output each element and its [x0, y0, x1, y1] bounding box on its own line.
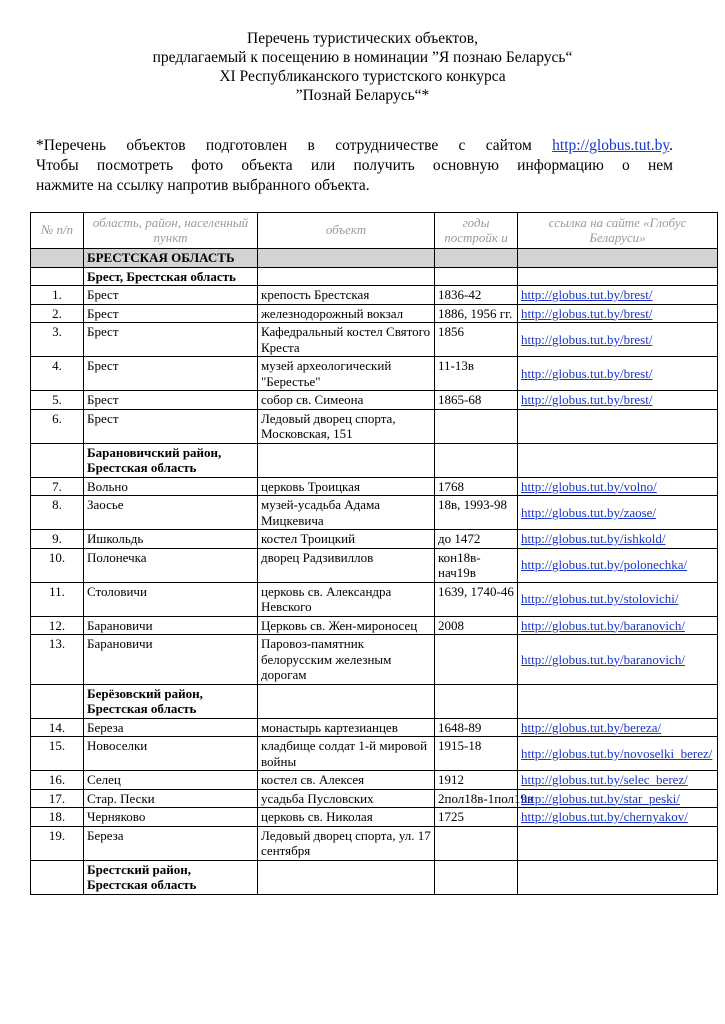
title-line-2: предлагаемый к посещению в номинации ”Я познаю Беларусь“ — [152, 49, 573, 66]
row-object: усадьба Пусловских — [258, 789, 435, 808]
row-place: Ишкольдь — [84, 530, 258, 549]
row-years: 1725 — [435, 808, 518, 827]
row-link-cell — [518, 304, 718, 323]
row-years: 1836-42 — [435, 286, 518, 305]
row-link-cell — [518, 286, 718, 305]
region-row — [31, 249, 718, 268]
table-row — [31, 323, 718, 357]
globus-site-link[interactable]: http://globus.tut.by — [552, 137, 670, 154]
globus-object-link[interactable]: http://globus.tut.by/stolovichi/ — [521, 591, 679, 607]
section-name: Брест, Брестская область — [84, 267, 258, 286]
table-row — [31, 477, 718, 496]
row-object — [258, 684, 435, 718]
row-place: Стар. Пески — [84, 789, 258, 808]
row-num: 2. — [31, 304, 84, 323]
title-line-4: ”Познай Беларусь“* — [295, 87, 430, 104]
globus-object-link[interactable]: http://globus.tut.by/brest/ — [521, 305, 653, 321]
title-line-1: Перечень туристических объектов, — [247, 30, 478, 47]
row-years: 1912 — [435, 771, 518, 790]
globus-object-link[interactable]: http://globus.tut.by/baranovich/ — [521, 617, 685, 633]
row-place: Береза — [84, 826, 258, 860]
row-place: Вольно — [84, 477, 258, 496]
row-object: Церковь св. Жен-мироносец — [258, 616, 435, 635]
intro-line-2: Чтобы посмотреть фото объекта или получить основную информацию о нем — [36, 157, 673, 174]
row-years: кон18в-нач19в — [435, 548, 518, 582]
row-object: монастырь картезианцев — [258, 718, 435, 737]
globus-object-link[interactable]: http://globus.tut.by/star_peski/ — [521, 790, 680, 806]
table-row — [31, 635, 718, 685]
row-link-cell — [518, 391, 718, 410]
header-link: ссылка на сайте «Глобус Беларуси» — [518, 213, 718, 249]
objects-table — [30, 212, 718, 895]
table-row — [31, 304, 718, 323]
globus-object-link[interactable]: http://globus.tut.by/volno/ — [521, 478, 657, 494]
region-name: БРЕСТСКАЯ ОБЛАСТЬ — [84, 249, 258, 268]
row-place: Новоселки — [84, 737, 258, 771]
row-years: 2008 — [435, 616, 518, 635]
globus-object-link[interactable]: http://globus.tut.by/selec_berez/ — [521, 772, 688, 787]
row-link-cell — [518, 496, 718, 530]
row-years — [435, 684, 518, 718]
row-link-cell — [518, 771, 718, 790]
row-link — [518, 443, 718, 477]
row-place: Полонечка — [84, 548, 258, 582]
row-years — [435, 635, 518, 685]
row-num: 6. — [31, 409, 84, 443]
section-row — [31, 443, 718, 477]
row-num: 19. — [31, 826, 84, 860]
row-object: Ледовый дворец спорта, Московская, 151 — [258, 409, 435, 443]
row-link-cell — [518, 808, 718, 827]
row-object: музей археологический "Берестье" — [258, 357, 435, 391]
row-num — [31, 860, 84, 894]
table-row — [31, 616, 718, 635]
row-num: 15. — [31, 737, 84, 771]
table-row — [31, 808, 718, 827]
table-row — [31, 496, 718, 530]
row-object: крепость Брестская — [258, 286, 435, 305]
row-object — [258, 443, 435, 477]
row-object: кладбище солдат 1-й мировой войны — [258, 737, 435, 771]
section-row — [31, 684, 718, 718]
globus-object-link[interactable]: http://globus.tut.by/chernyakov/ — [521, 809, 688, 824]
row-place: Брест — [84, 357, 258, 391]
row-num — [31, 443, 84, 477]
row-link-cell — [518, 530, 718, 549]
row-years: 1915-18 — [435, 737, 518, 771]
section-name: Берёзовский район, Брестская область — [84, 684, 258, 718]
row-num: 4. — [31, 357, 84, 391]
title-line-3: XI Республиканского туристского конкурса — [219, 68, 506, 85]
row-object: музей-усадьба Адама Мицкевича — [258, 496, 435, 530]
row-num: 14. — [31, 718, 84, 737]
row-object: Паровоз-памятник белорусским железным дорогам — [258, 635, 435, 685]
row-num: 17. — [31, 789, 84, 808]
table-row — [31, 737, 718, 771]
row-place: Брест — [84, 304, 258, 323]
row-object: дворец Радзивиллов — [258, 548, 435, 582]
globus-object-link[interactable]: http://globus.tut.by/bereza/ — [521, 719, 662, 735]
section-name: Барановичский район, Брестская область — [84, 443, 258, 477]
row-link-cell — [518, 718, 718, 737]
row-link-cell — [518, 477, 718, 496]
row-num: 7. — [31, 477, 84, 496]
globus-object-link[interactable]: http://globus.tut.by/polonechka/ — [521, 557, 688, 573]
row-years: 11-13в — [435, 357, 518, 391]
row-link-cell — [518, 635, 718, 685]
row-link — [518, 684, 718, 718]
row-place: Брест — [84, 409, 258, 443]
table-header-row — [31, 213, 718, 249]
row-link — [518, 249, 718, 268]
header-years: годы постройк и — [435, 213, 518, 249]
row-num — [31, 267, 84, 286]
row-object: костел Троицкий — [258, 530, 435, 549]
table-row — [31, 789, 718, 808]
row-object: Ледовый дворец спорта, ул. 17 сентября — [258, 826, 435, 860]
row-years — [435, 826, 518, 860]
row-num: 18. — [31, 808, 84, 827]
row-place: Селец — [84, 771, 258, 790]
row-place: Столовичи — [84, 582, 258, 616]
row-num: 1. — [31, 286, 84, 305]
table-row — [31, 357, 718, 391]
table-row — [31, 286, 718, 305]
globus-object-link[interactable]: http://globus.tut.by/novoselki_berez/ — [521, 745, 713, 761]
row-num: 5. — [31, 391, 84, 410]
row-place: Брест — [84, 323, 258, 357]
intro-line-1 — [36, 136, 673, 156]
row-link-cell — [518, 357, 718, 391]
row-place: Барановичи — [84, 616, 258, 635]
row-years: 18в, 1993-98 — [435, 496, 518, 530]
row-years — [435, 409, 518, 443]
row-object: церковь Троицкая — [258, 477, 435, 496]
row-num: 9. — [31, 530, 84, 549]
row-object: церковь св. Александра Невского — [258, 582, 435, 616]
row-num: 13. — [31, 635, 84, 685]
row-place: Береза — [84, 718, 258, 737]
row-link-cell — [518, 409, 718, 443]
row-link-cell — [518, 548, 718, 582]
row-years: 1886, 1956 гг. — [435, 304, 518, 323]
globus-object-link[interactable]: http://globus.tut.by/baranovich/ — [521, 651, 685, 667]
globus-object-link[interactable]: http://globus.tut.by/brest/ — [521, 392, 653, 407]
section-row — [31, 860, 718, 894]
table-body — [31, 249, 718, 895]
section-row — [31, 267, 718, 286]
row-years — [435, 443, 518, 477]
row-link-cell — [518, 737, 718, 771]
table-row — [31, 582, 718, 616]
table-row — [31, 548, 718, 582]
row-link-cell — [518, 789, 718, 808]
row-years: до 1472 — [435, 530, 518, 549]
row-years: 1856 — [435, 323, 518, 357]
row-num: 3. — [31, 323, 84, 357]
row-place: Брест — [84, 286, 258, 305]
document-title — [0, 29, 725, 105]
row-link-cell — [518, 616, 718, 635]
row-place: Заосье — [84, 496, 258, 530]
intro-period: . — [669, 137, 673, 154]
globus-object-link[interactable]: http://globus.tut.by/zaose/ — [521, 504, 657, 520]
intro-note — [36, 136, 673, 196]
table-row — [31, 409, 718, 443]
row-place: Черняково — [84, 808, 258, 827]
row-num: 11. — [31, 582, 84, 616]
globus-object-link[interactable]: http://globus.tut.by/brest/ — [521, 365, 653, 381]
row-link — [518, 267, 718, 286]
intro-text: *Перечень объектов подготовлен в сотрудничестве с сайтом — [36, 137, 532, 154]
globus-object-link[interactable]: http://globus.tut.by/brest/ — [521, 331, 653, 347]
row-object: костел св. Алексея — [258, 771, 435, 790]
header-num: № п/п — [31, 213, 84, 249]
header-object: объект — [258, 213, 435, 249]
header-region: область, район, населенный пункт — [84, 213, 258, 249]
row-years: 1648-89 — [435, 718, 518, 737]
row-object: железнодорожный вокзал — [258, 304, 435, 323]
row-object — [258, 249, 435, 268]
row-years — [435, 860, 518, 894]
row-place: Барановичи — [84, 635, 258, 685]
row-num: 16. — [31, 771, 84, 790]
row-object: церковь св. Николая — [258, 808, 435, 827]
row-years — [435, 267, 518, 286]
row-years: 1639, 1740-46 — [435, 582, 518, 616]
row-link — [518, 860, 718, 894]
row-object — [258, 267, 435, 286]
row-years: 1865-68 — [435, 391, 518, 410]
row-link-cell — [518, 582, 718, 616]
row-num: 10. — [31, 548, 84, 582]
row-link-cell — [518, 826, 718, 860]
globus-object-link[interactable]: http://globus.tut.by/brest/ — [521, 287, 653, 302]
row-num: 8. — [31, 496, 84, 530]
table-row — [31, 771, 718, 790]
globus-object-link[interactable]: http://globus.tut.by/ishkold/ — [521, 531, 666, 546]
row-object: Кафедральный костел Святого Креста — [258, 323, 435, 357]
table-row — [31, 391, 718, 410]
row-object — [258, 860, 435, 894]
row-num: 12. — [31, 616, 84, 635]
table-row — [31, 530, 718, 549]
row-years: 1768 — [435, 477, 518, 496]
row-place: Брест — [84, 391, 258, 410]
intro-line-3: нажмите на ссылку напротив выбранного объекта. — [36, 177, 370, 194]
table-row — [31, 718, 718, 737]
row-num — [31, 249, 84, 268]
row-object: собор св. Симеона — [258, 391, 435, 410]
row-years: 2пол18в-1пол19в — [435, 789, 518, 808]
row-link-cell — [518, 323, 718, 357]
table-row — [31, 826, 718, 860]
section-name: Брестский район, Брестская область — [84, 860, 258, 894]
row-num — [31, 684, 84, 718]
row-years — [435, 249, 518, 268]
